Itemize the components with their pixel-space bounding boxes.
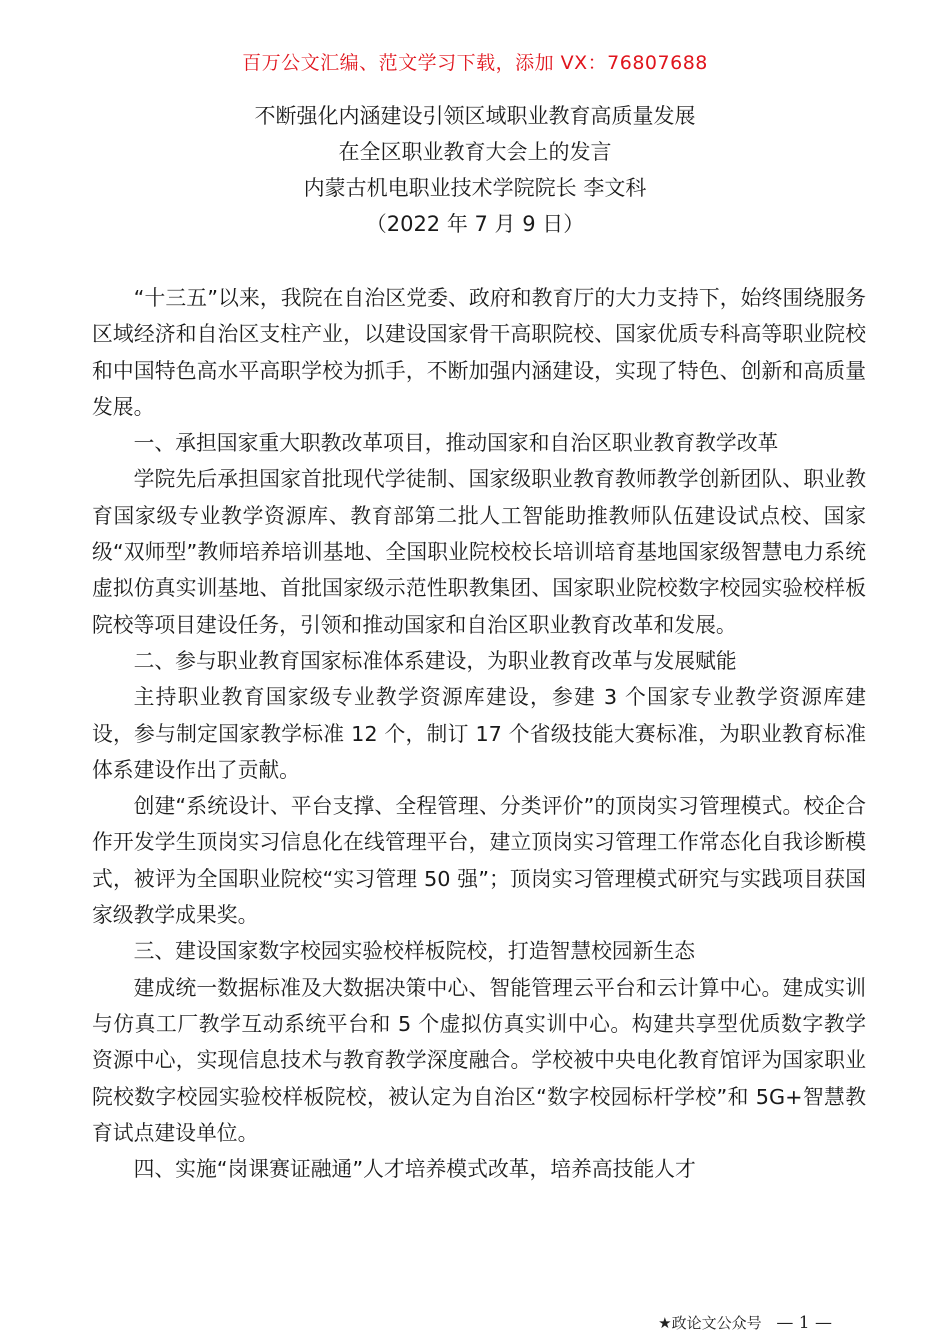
paragraph-section-2b: 创建“系统设计、平台支撑、全程管理、分类评价”的顶岗实习管理模式。校企合作开发学生顶岗实习信息化在线管理平台，建立顶岗实习管理工作常态化自我诊断模式，被评为全国职业院校“实习管理 50 强”；顶岗实习管理模式研究与实践项目获国家级教学成果奖。 <box>92 794 866 928</box>
paragraph-section-1: 学院先后承担国家首批现代学徒制、国家级职业教育教师教学创新团队、职业教育国家级专业教学资源库、教育部第二批人工智能助推教师队伍建设试点校、国家级“双师型”教师培养培训基地、全国职业院校校长培训培育基地国家级智慧电力系统虚拟仿真实训基地、首批国家级示范性职教集团、国家职业院校数字校园实验校样板院校等项目建设任务，引领和推动国家和自治区职业教育改革和发展。 <box>92 467 866 637</box>
contact-banner: 百万公文汇编、范文学习下载，添加 VX：76807688 <box>242 52 708 74</box>
footer-source: ★政论文公众号 <box>658 1314 762 1332</box>
page-footer <box>658 1312 832 1333</box>
paragraph-section-2a: 主持职业教育国家级专业教学资源库建设，参建 3 个国家专业教学资源库建设，参与制定国家教学标准 12 个，制订 17 个省级技能大赛标准，为职业教育标准体系建设作出了贡献。 <box>92 685 866 782</box>
speech-subtitle: 在全区职业教育大会上的发言 <box>338 140 612 164</box>
paragraph-section-3: 建成统一数据标准及大数据决策中心、智能管理云平台和云计算中心。建成实训与仿真工厂教学互动系统平台和 5 个虚拟仿真实训中心。构建共享型优质数字教学资源中心，实现信息技术与教育教学深度融合。学校被中央电化教育馆评为国家职业院校数字校园实验校样板院校，被认定为自治区“数字校园标杆学校”和 5G+智慧教育试点建设单位。 <box>92 975 866 1145</box>
paragraph-intro: “十三五”以来，我院在自治区党委、政府和教育厅的大力支持下，始终围绕服务区域经济和自治区支柱产业，以建设国家骨干高职院校、国家优质专科高等职业院校和中国特色高水平高职学校为抓手，不断加强内涵建设，实现了特色、创新和高质量发展。 <box>92 286 866 419</box>
speaker-line: 内蒙古机电职业技术学院院长 李文科 <box>303 176 647 200</box>
section-heading-2: 二、参与职业教育国家标准体系建设，为职业教育改革与发展赋能 <box>133 648 737 673</box>
section-heading-1: 一、承担国家重大职教改革项目，推动国家和自治区职业教育教学改革 <box>133 431 779 456</box>
page-number: — 1 — <box>776 1313 832 1333</box>
speech-date: （2022 年 7 月 9 日） <box>365 212 585 236</box>
title-block <box>0 98 950 242</box>
speech-title: 不断强化内涵建设引领区域职业教育高质量发展 <box>254 104 696 128</box>
section-heading-3: 三、建设国家数字校园实验校样板院校，打造智慧校园新生态 <box>133 939 696 964</box>
document-body <box>92 280 866 1187</box>
section-heading-4: 四、实施“岗课赛证融通”人才培养模式改革，培养高技能人才 <box>133 1157 696 1182</box>
